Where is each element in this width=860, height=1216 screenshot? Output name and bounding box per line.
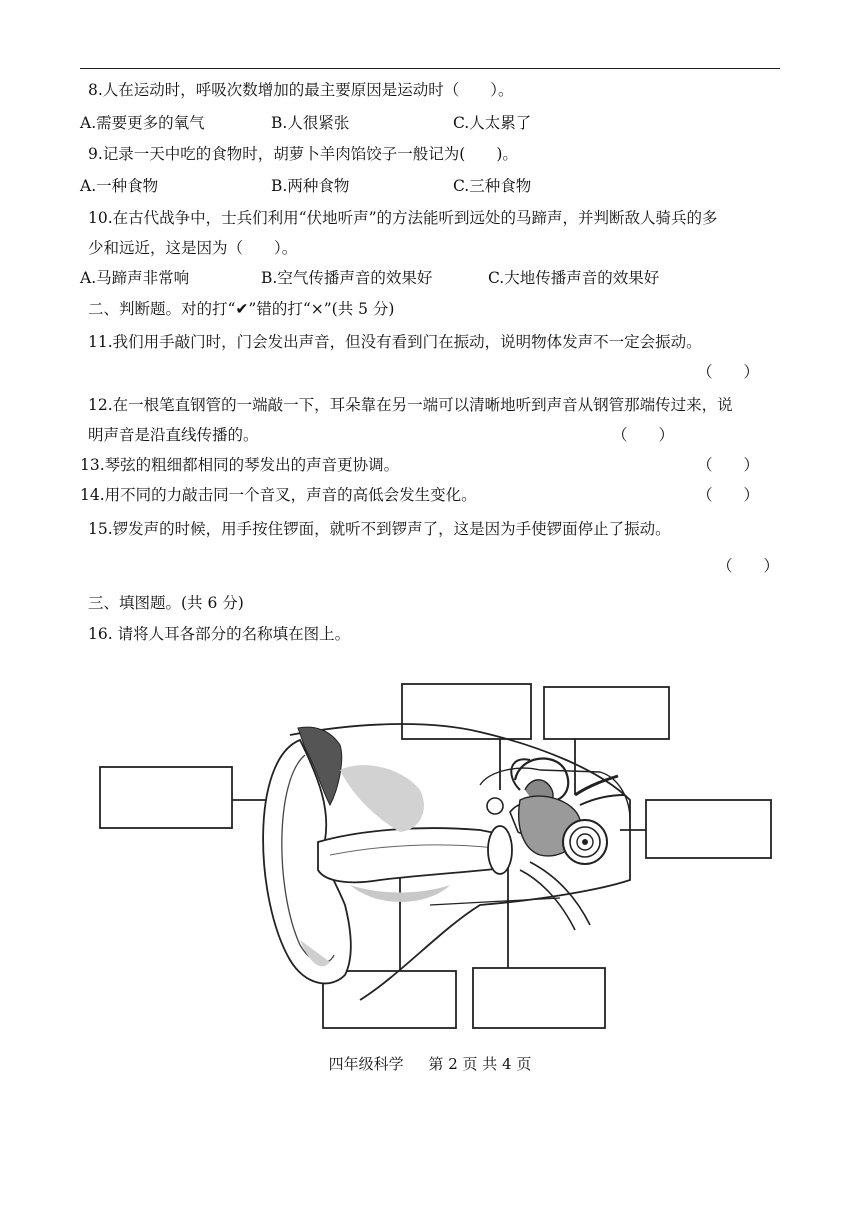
label-box-bottom-left[interactable] bbox=[323, 971, 456, 1028]
question-10-option-a: A.马蹄声非常响 bbox=[80, 269, 190, 287]
question-11-answer-blank: （ ） bbox=[697, 363, 760, 381]
question-8-option-c: C.人太累了 bbox=[453, 114, 532, 132]
section-2-heading: 二、判断题。对的打“✔”错的打“×”(共 5 分) bbox=[88, 300, 395, 318]
question-10-option-b: B.空气传播声音的效果好 bbox=[261, 269, 433, 287]
question-10-stem-line1: 10.在古代战争中，士兵们利用“伏地听声”的方法能听到远处的马蹄声，并判断敌人骑兵的多 bbox=[88, 209, 718, 227]
question-8-option-b: B.人很紧张 bbox=[271, 114, 350, 132]
label-box-top-right[interactable] bbox=[544, 687, 669, 739]
question-16-text: 16. 请将人耳各部分的名称填在图上。 bbox=[88, 625, 351, 643]
question-12-text-line1: 12.在一根笔直钢管的一端敲一下，耳朵靠在另一端可以清晰地听到声音从钢管那端传过来，说 bbox=[88, 396, 733, 414]
question-9-option-b: B.两种食物 bbox=[271, 177, 350, 195]
label-box-bottom-right[interactable] bbox=[473, 968, 605, 1028]
question-9-stem: 9.记录一天中吃的食物时，胡萝卜羊肉馅饺子一般记为( )。 bbox=[88, 145, 518, 163]
question-10-stem-line2: 少和远近，这是因为（ ）。 bbox=[88, 239, 298, 257]
question-15-text: 15.锣发声的时候，用手按住锣面，就听不到锣声了，这是因为手使锣面停止了振动。 bbox=[88, 520, 671, 538]
question-10-option-c: C.大地传播声音的效果好 bbox=[488, 269, 660, 287]
question-14-answer-blank: （ ） bbox=[697, 486, 760, 504]
question-12-answer-blank: （ ） bbox=[612, 426, 675, 444]
question-8-option-a: A.需要更多的氧气 bbox=[80, 114, 205, 132]
question-13-answer-blank: （ ） bbox=[697, 456, 760, 474]
label-box-top-left[interactable] bbox=[402, 684, 531, 739]
page-footer bbox=[0, 1053, 860, 1074]
question-9-option-c: C.三种食物 bbox=[453, 177, 532, 195]
label-box-inner-ear[interactable] bbox=[646, 800, 771, 858]
label-box-outer-ear[interactable] bbox=[100, 767, 232, 828]
footer-page-number: 第 2 页 共 4 页 bbox=[428, 1055, 532, 1073]
question-9-option-a: A.一种食物 bbox=[80, 177, 159, 195]
question-14-text: 14.用不同的力敲击同一个音叉，声音的高低会发生变化。 bbox=[80, 486, 477, 504]
question-13-text: 13.琴弦的粗细都相同的琴发出的声音更协调。 bbox=[80, 456, 400, 474]
question-12-text-line2: 明声音是沿直线传播的。 bbox=[88, 426, 259, 444]
question-11-text: 11.我们用手敲门时，门会发出声音，但没有看到门在振动，说明物体发声不一定会振动。 bbox=[88, 333, 702, 351]
section-3-heading: 三、填图题。(共 6 分) bbox=[88, 594, 244, 612]
question-15-answer-blank: （ ） bbox=[717, 557, 780, 575]
footer-subject: 四年级科学 bbox=[328, 1055, 404, 1073]
question-8-stem: 8.人在运动时，呼吸次数增加的最主要原因是运动时（ ）。 bbox=[88, 81, 514, 99]
